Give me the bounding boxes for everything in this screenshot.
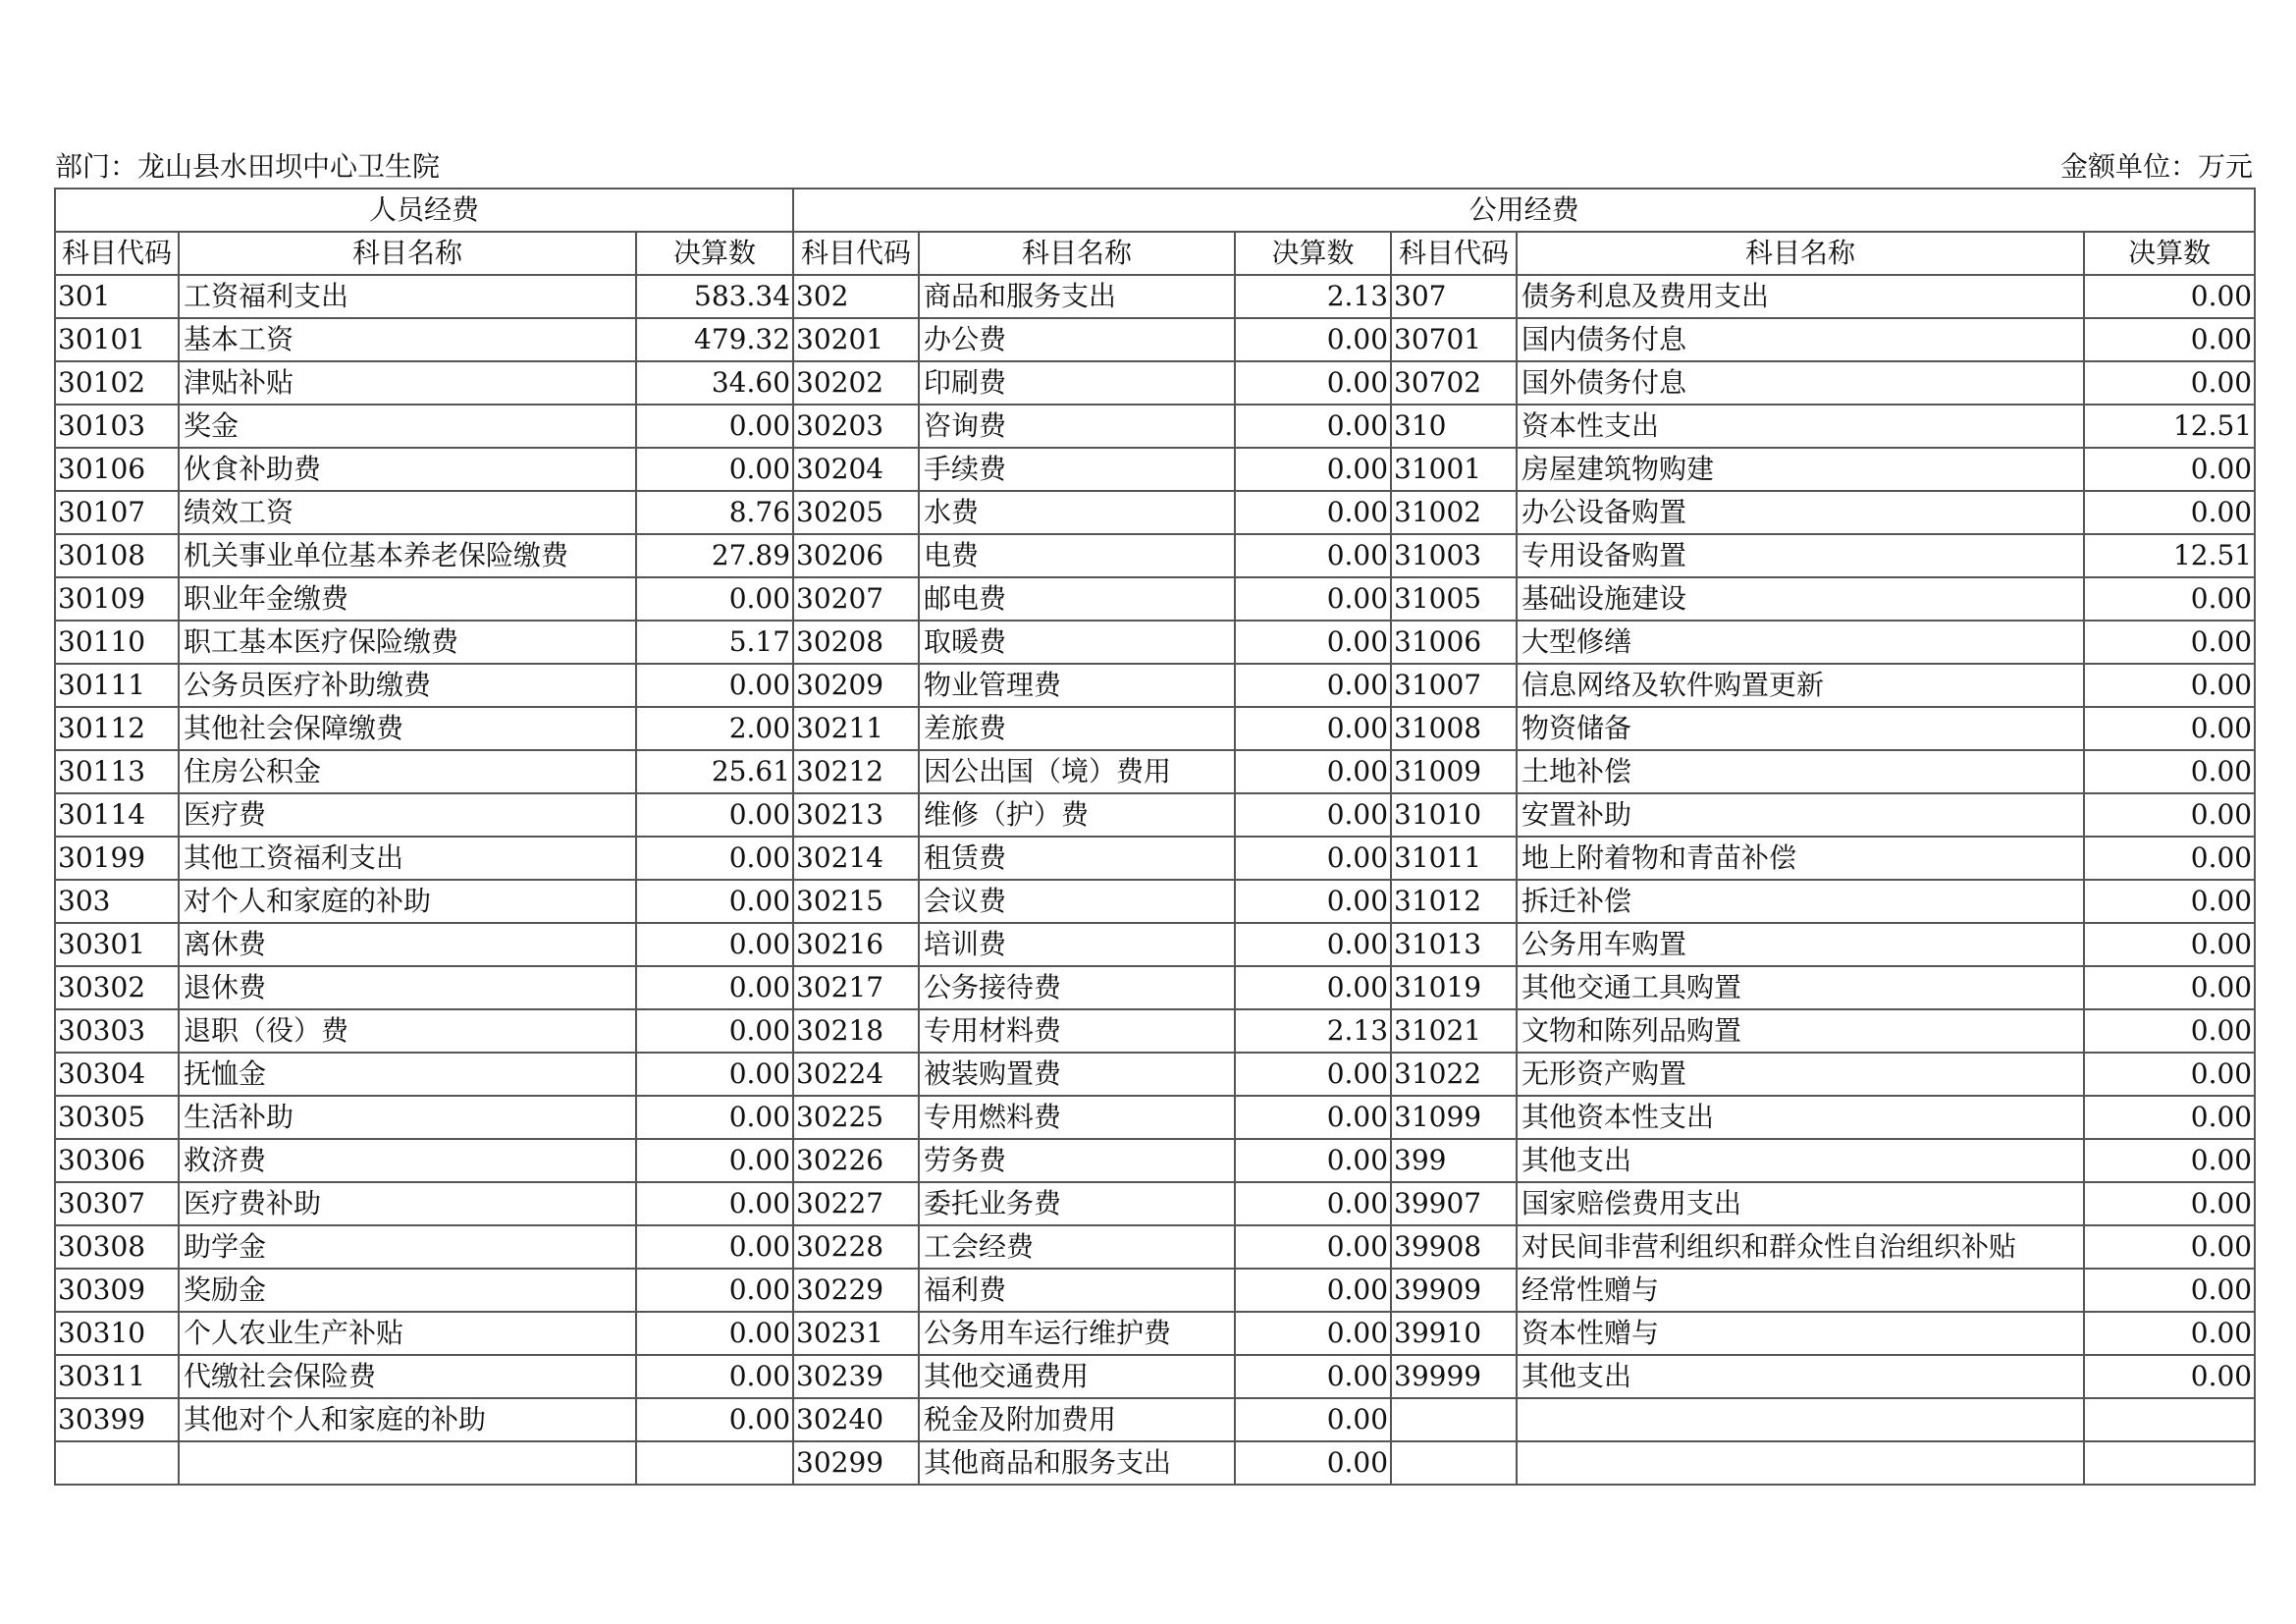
- subject-code-cell: 30218: [793, 1009, 919, 1053]
- table-row: [55, 318, 2255, 361]
- subject-name-cell: 电费: [919, 534, 1235, 577]
- amount-cell: 0.00: [636, 1398, 793, 1441]
- table-row: [55, 1009, 2255, 1053]
- amount-cell: 0.00: [636, 1053, 793, 1096]
- subject-code-cell: 31008: [1391, 707, 1517, 750]
- subject-code-cell: 399: [1391, 1139, 1517, 1182]
- subject-name-cell: 文物和陈列品购置: [1517, 1009, 2084, 1053]
- subject-code-cell: 30213: [793, 793, 919, 837]
- subject-name-cell: 其他工资福利支出: [179, 837, 636, 880]
- column-header-row: [55, 232, 2255, 275]
- subject-code-cell: 30113: [55, 750, 179, 793]
- subject-name-cell: 退职（役）费: [179, 1009, 636, 1053]
- subject-name-cell: 公务员医疗补助缴费: [179, 664, 636, 707]
- subject-name-cell: 津贴补贴: [179, 361, 636, 405]
- amount-cell: 0.00: [1235, 1053, 1391, 1096]
- col-header-amount: 决算数: [2084, 232, 2255, 275]
- subject-name-cell: 地上附着物和青苗补偿: [1517, 837, 2084, 880]
- table-row: [55, 621, 2255, 664]
- amount-cell: 0.00: [2084, 577, 2255, 621]
- subject-code-cell: 31021: [1391, 1009, 1517, 1053]
- subject-name-cell: 其他社会保障缴费: [179, 707, 636, 750]
- subject-name-cell: 商品和服务支出: [919, 275, 1235, 318]
- subject-name-cell: 国家赔偿费用支出: [1517, 1182, 2084, 1225]
- amount-cell: 0.00: [2084, 966, 2255, 1009]
- subject-code-cell: 30114: [55, 793, 179, 837]
- subject-code-cell: 30229: [793, 1269, 919, 1312]
- amount-cell: 0.00: [2084, 491, 2255, 534]
- subject-name-cell: 医疗费补助: [179, 1182, 636, 1225]
- amount-cell: 0.00: [2084, 664, 2255, 707]
- subject-name-cell: 债务利息及费用支出: [1517, 275, 2084, 318]
- subject-code-cell: 31002: [1391, 491, 1517, 534]
- subject-code-cell: 30225: [793, 1096, 919, 1139]
- table-row: [55, 750, 2255, 793]
- amount-cell: 0.00: [1235, 1398, 1391, 1441]
- amount-cell: 0.00: [2084, 448, 2255, 491]
- subject-code-cell: 30701: [1391, 318, 1517, 361]
- table-row: [55, 880, 2255, 923]
- subject-name-cell: 专用设备购置: [1517, 534, 2084, 577]
- subject-name-cell: 安置补助: [1517, 793, 2084, 837]
- subject-name-cell: 国内债务付息: [1517, 318, 2084, 361]
- subject-code-cell: 30208: [793, 621, 919, 664]
- subject-name-cell: 公务用车购置: [1517, 923, 2084, 966]
- amount-cell: 27.89: [636, 534, 793, 577]
- subject-code-cell: 30215: [793, 880, 919, 923]
- amount-cell: 0.00: [636, 1096, 793, 1139]
- subject-name-cell: 公务接待费: [919, 966, 1235, 1009]
- subject-name-cell: 取暖费: [919, 621, 1235, 664]
- subject-code-cell: 303: [55, 880, 179, 923]
- amount-cell: 0.00: [636, 1139, 793, 1182]
- subject-name-cell: 生活补助: [179, 1096, 636, 1139]
- subject-name-cell: 国外债务付息: [1517, 361, 2084, 405]
- table-row: [55, 1398, 2255, 1441]
- subject-code-cell: 30110: [55, 621, 179, 664]
- col-header-name: 科目名称: [1517, 232, 2084, 275]
- subject-name-cell: 其他资本性支出: [1517, 1096, 2084, 1139]
- subject-code-cell: 31007: [1391, 664, 1517, 707]
- amount-cell: 0.00: [2084, 707, 2255, 750]
- subject-name-cell: 因公出国（境）费用: [919, 750, 1235, 793]
- amount-cell: 479.32: [636, 318, 793, 361]
- subject-name-cell: 租赁费: [919, 837, 1235, 880]
- subject-code-cell: 30240: [793, 1398, 919, 1441]
- subject-code-cell: 30102: [55, 361, 179, 405]
- subject-code-cell: 39999: [1391, 1355, 1517, 1398]
- table-row: [55, 361, 2255, 405]
- subject-code-cell: 30304: [55, 1053, 179, 1096]
- amount-cell: 0.00: [636, 1182, 793, 1225]
- subject-code-cell: 30101: [55, 318, 179, 361]
- subject-code-cell: 30239: [793, 1355, 919, 1398]
- subject-code-cell: 30214: [793, 837, 919, 880]
- subject-name-cell: 基本工资: [179, 318, 636, 361]
- table-row: [55, 405, 2255, 448]
- amount-cell: 0.00: [1235, 1312, 1391, 1355]
- subject-name-cell: 其他对个人和家庭的补助: [179, 1398, 636, 1441]
- subject-name-cell: 住房公积金: [179, 750, 636, 793]
- subject-name-cell: 对民间非营利组织和群众性自治组织补贴: [1517, 1225, 2084, 1269]
- subject-name-cell: 救济费: [179, 1139, 636, 1182]
- table-row: [55, 275, 2255, 318]
- subject-code-cell: 30205: [793, 491, 919, 534]
- subject-name-cell: 专用燃料费: [919, 1096, 1235, 1139]
- subject-code-cell: 30109: [55, 577, 179, 621]
- subject-code-cell: 30702: [1391, 361, 1517, 405]
- subject-code-cell: 30111: [55, 664, 179, 707]
- subject-code-cell: 30212: [793, 750, 919, 793]
- amount-cell: 0.00: [1235, 318, 1391, 361]
- personnel-section-header: 人员经费: [55, 189, 793, 232]
- subject-name-cell: 委托业务费: [919, 1182, 1235, 1225]
- amount-cell: 0.00: [1235, 707, 1391, 750]
- subject-name-cell: 维修（护）费: [919, 793, 1235, 837]
- amount-cell: 2.13: [1235, 275, 1391, 318]
- col-header-amount: 决算数: [636, 232, 793, 275]
- subject-name-cell: 奖励金: [179, 1269, 636, 1312]
- subject-name-cell: 退休费: [179, 966, 636, 1009]
- subject-code-cell: [55, 1441, 179, 1485]
- amount-cell: 0.00: [2084, 361, 2255, 405]
- subject-code-cell: 30112: [55, 707, 179, 750]
- subject-name-cell: 办公费: [919, 318, 1235, 361]
- subject-code-cell: 30306: [55, 1139, 179, 1182]
- table-row: [55, 837, 2255, 880]
- table-row: [55, 534, 2255, 577]
- amount-cell: 0.00: [1235, 491, 1391, 534]
- subject-code-cell: 39910: [1391, 1312, 1517, 1355]
- section-header-row: [55, 189, 2255, 232]
- subject-name-cell: 会议费: [919, 880, 1235, 923]
- table-row: [55, 793, 2255, 837]
- amount-cell: [2084, 1398, 2255, 1441]
- table-row: [55, 1139, 2255, 1182]
- amount-cell: 0.00: [2084, 1182, 2255, 1225]
- subject-code-cell: 31022: [1391, 1053, 1517, 1096]
- amount-cell: 0.00: [636, 1355, 793, 1398]
- amount-cell: 0.00: [1235, 923, 1391, 966]
- subject-name-cell: [1517, 1398, 2084, 1441]
- col-header-code: 科目代码: [55, 232, 179, 275]
- amount-cell: 0.00: [636, 793, 793, 837]
- amount-cell: 0.00: [2084, 1096, 2255, 1139]
- amount-cell: 0.00: [2084, 275, 2255, 318]
- amount-cell: 2.13: [1235, 1009, 1391, 1053]
- amount-cell: 0.00: [1235, 1139, 1391, 1182]
- subject-name-cell: 基础设施建设: [1517, 577, 2084, 621]
- subject-name-cell: 资本性支出: [1517, 405, 2084, 448]
- subject-code-cell: 30216: [793, 923, 919, 966]
- subject-code-cell: 30106: [55, 448, 179, 491]
- subject-name-cell: 差旅费: [919, 707, 1235, 750]
- expenditure-table: [54, 188, 2256, 1486]
- public-section-header: 公用经费: [793, 189, 2255, 232]
- subject-name-cell: 奖金: [179, 405, 636, 448]
- amount-cell: 0.00: [1235, 793, 1391, 837]
- subject-code-cell: 31012: [1391, 880, 1517, 923]
- amount-cell: 0.00: [636, 966, 793, 1009]
- table-row: [55, 1225, 2255, 1269]
- subject-name-cell: 其他商品和服务支出: [919, 1441, 1235, 1485]
- department-label: 部门：龙山县水田坝中心卫生院: [55, 150, 441, 183]
- amount-cell: 0.00: [1235, 448, 1391, 491]
- subject-code-cell: 30308: [55, 1225, 179, 1269]
- subject-name-cell: 物资储备: [1517, 707, 2084, 750]
- subject-name-cell: 印刷费: [919, 361, 1235, 405]
- subject-code-cell: 30209: [793, 664, 919, 707]
- amount-cell: 0.00: [2084, 837, 2255, 880]
- table-row: [55, 1312, 2255, 1355]
- amount-cell: 0.00: [1235, 577, 1391, 621]
- amount-cell: 0.00: [1235, 1441, 1391, 1485]
- subject-code-cell: 30299: [793, 1441, 919, 1485]
- amount-cell: 0.00: [2084, 880, 2255, 923]
- amount-cell: 0.00: [636, 1009, 793, 1053]
- subject-code-cell: [1391, 1441, 1517, 1485]
- subject-code-cell: 30226: [793, 1139, 919, 1182]
- subject-name-cell: 房屋建筑物购建: [1517, 448, 2084, 491]
- subject-code-cell: 30302: [55, 966, 179, 1009]
- subject-name-cell: 代缴社会保险费: [179, 1355, 636, 1398]
- subject-name-cell: 物业管理费: [919, 664, 1235, 707]
- amount-cell: 0.00: [1235, 837, 1391, 880]
- subject-name-cell: 无形资产购置: [1517, 1053, 2084, 1096]
- amount-cell: 0.00: [2084, 1269, 2255, 1312]
- subject-code-cell: 30307: [55, 1182, 179, 1225]
- subject-name-cell: 资本性赠与: [1517, 1312, 2084, 1355]
- amount-cell: 0.00: [1235, 750, 1391, 793]
- subject-name-cell: 其他交通费用: [919, 1355, 1235, 1398]
- subject-code-cell: 39909: [1391, 1269, 1517, 1312]
- subject-code-cell: 307: [1391, 275, 1517, 318]
- amount-cell: 0.00: [636, 923, 793, 966]
- subject-name-cell: 被装购置费: [919, 1053, 1235, 1096]
- subject-code-cell: 30399: [55, 1398, 179, 1441]
- subject-name-cell: 个人农业生产补贴: [179, 1312, 636, 1355]
- amount-cell: 0.00: [2084, 318, 2255, 361]
- subject-name-cell: 职业年金缴费: [179, 577, 636, 621]
- amount-cell: 0.00: [1235, 1355, 1391, 1398]
- table-row: [55, 1441, 2255, 1485]
- subject-code-cell: 30231: [793, 1312, 919, 1355]
- table-row: [55, 664, 2255, 707]
- subject-name-cell: 培训费: [919, 923, 1235, 966]
- col-header-name: 科目名称: [179, 232, 636, 275]
- subject-name-cell: 离休费: [179, 923, 636, 966]
- amount-cell: 0.00: [1235, 1269, 1391, 1312]
- subject-name-cell: 伙食补助费: [179, 448, 636, 491]
- amount-cell: 0.00: [636, 664, 793, 707]
- amount-cell: [2084, 1441, 2255, 1485]
- amount-unit-label: 金额单位：万元: [2059, 150, 2253, 183]
- amount-cell: 0.00: [2084, 1225, 2255, 1269]
- amount-cell: 0.00: [2084, 1355, 2255, 1398]
- amount-cell: 8.76: [636, 491, 793, 534]
- amount-cell: 12.51: [2084, 534, 2255, 577]
- amount-cell: 0.00: [2084, 923, 2255, 966]
- subject-code-cell: 31003: [1391, 534, 1517, 577]
- subject-name-cell: 公务用车运行维护费: [919, 1312, 1235, 1355]
- amount-cell: [636, 1441, 793, 1485]
- amount-cell: 0.00: [636, 577, 793, 621]
- table-row: [55, 577, 2255, 621]
- subject-name-cell: 专用材料费: [919, 1009, 1235, 1053]
- subject-code-cell: 30203: [793, 405, 919, 448]
- subject-name-cell: 助学金: [179, 1225, 636, 1269]
- amount-cell: 0.00: [1235, 534, 1391, 577]
- table-row: [55, 448, 2255, 491]
- subject-name-cell: 绩效工资: [179, 491, 636, 534]
- subject-code-cell: 30310: [55, 1312, 179, 1355]
- amount-cell: 0.00: [2084, 1009, 2255, 1053]
- subject-name-cell: 福利费: [919, 1269, 1235, 1312]
- subject-code-cell: 310: [1391, 405, 1517, 448]
- subject-name-cell: 邮电费: [919, 577, 1235, 621]
- subject-code-cell: 30211: [793, 707, 919, 750]
- amount-cell: 34.60: [636, 361, 793, 405]
- amount-cell: 0.00: [2084, 621, 2255, 664]
- subject-code-cell: 31001: [1391, 448, 1517, 491]
- subject-name-cell: [179, 1441, 636, 1485]
- subject-name-cell: 咨询费: [919, 405, 1235, 448]
- amount-cell: 0.00: [636, 837, 793, 880]
- subject-code-cell: 31019: [1391, 966, 1517, 1009]
- amount-cell: 0.00: [636, 1269, 793, 1312]
- subject-code-cell: 30303: [55, 1009, 179, 1053]
- amount-cell: 5.17: [636, 621, 793, 664]
- amount-cell: 0.00: [2084, 1053, 2255, 1096]
- table-row: [55, 1053, 2255, 1096]
- table-row: [55, 1355, 2255, 1398]
- col-header-code: 科目代码: [1391, 232, 1517, 275]
- subject-name-cell: 税金及附加费用: [919, 1398, 1235, 1441]
- subject-code-cell: 30206: [793, 534, 919, 577]
- subject-code-cell: 302: [793, 275, 919, 318]
- col-header-code: 科目代码: [793, 232, 919, 275]
- subject-name-cell: 其他支出: [1517, 1355, 2084, 1398]
- subject-name-cell: 土地补偿: [1517, 750, 2084, 793]
- subject-code-cell: 30309: [55, 1269, 179, 1312]
- amount-cell: 25.61: [636, 750, 793, 793]
- subject-name-cell: 医疗费: [179, 793, 636, 837]
- table-row: [55, 1182, 2255, 1225]
- amount-cell: 0.00: [1235, 1225, 1391, 1269]
- col-header-amount: 决算数: [1235, 232, 1391, 275]
- amount-cell: 0.00: [1235, 361, 1391, 405]
- subject-code-cell: 30227: [793, 1182, 919, 1225]
- subject-code-cell: 39908: [1391, 1225, 1517, 1269]
- subject-code-cell: 30199: [55, 837, 179, 880]
- subject-code-cell: [1391, 1398, 1517, 1441]
- col-header-name: 科目名称: [919, 232, 1235, 275]
- subject-name-cell: 信息网络及软件购置更新: [1517, 664, 2084, 707]
- amount-cell: 0.00: [2084, 1139, 2255, 1182]
- amount-cell: 583.34: [636, 275, 793, 318]
- subject-name-cell: 工会经费: [919, 1225, 1235, 1269]
- amount-cell: 0.00: [1235, 880, 1391, 923]
- subject-code-cell: 31005: [1391, 577, 1517, 621]
- amount-cell: 0.00: [2084, 793, 2255, 837]
- subject-name-cell: [1517, 1441, 2084, 1485]
- subject-code-cell: 30224: [793, 1053, 919, 1096]
- amount-cell: 0.00: [636, 448, 793, 491]
- subject-code-cell: 30201: [793, 318, 919, 361]
- amount-cell: 0.00: [1235, 1096, 1391, 1139]
- subject-name-cell: 大型修缮: [1517, 621, 2084, 664]
- subject-code-cell: 30228: [793, 1225, 919, 1269]
- amount-cell: 0.00: [1235, 405, 1391, 448]
- subject-code-cell: 31099: [1391, 1096, 1517, 1139]
- table-row: [55, 707, 2255, 750]
- subject-name-cell: 工资福利支出: [179, 275, 636, 318]
- amount-cell: 0.00: [636, 405, 793, 448]
- subject-name-cell: 劳务费: [919, 1139, 1235, 1182]
- subject-code-cell: 31009: [1391, 750, 1517, 793]
- table-row: [55, 966, 2255, 1009]
- subject-code-cell: 31010: [1391, 793, 1517, 837]
- subject-code-cell: 30311: [55, 1355, 179, 1398]
- subject-code-cell: 301: [55, 275, 179, 318]
- subject-code-cell: 30107: [55, 491, 179, 534]
- subject-code-cell: 30207: [793, 577, 919, 621]
- amount-cell: 0.00: [1235, 1182, 1391, 1225]
- amount-cell: 0.00: [1235, 664, 1391, 707]
- subject-code-cell: 30108: [55, 534, 179, 577]
- subject-code-cell: 31006: [1391, 621, 1517, 664]
- subject-name-cell: 办公设备购置: [1517, 491, 2084, 534]
- subject-code-cell: 30202: [793, 361, 919, 405]
- subject-name-cell: 对个人和家庭的补助: [179, 880, 636, 923]
- subject-code-cell: 30217: [793, 966, 919, 1009]
- amount-cell: 12.51: [2084, 405, 2255, 448]
- subject-name-cell: 其他交通工具购置: [1517, 966, 2084, 1009]
- subject-name-cell: 其他支出: [1517, 1139, 2084, 1182]
- amount-cell: 0.00: [636, 1225, 793, 1269]
- amount-cell: 0.00: [1235, 621, 1391, 664]
- subject-code-cell: 30204: [793, 448, 919, 491]
- subject-code-cell: 30301: [55, 923, 179, 966]
- subject-name-cell: 抚恤金: [179, 1053, 636, 1096]
- subject-name-cell: 水费: [919, 491, 1235, 534]
- subject-name-cell: 机关事业单位基本养老保险缴费: [179, 534, 636, 577]
- table-row: [55, 491, 2255, 534]
- table-row: [55, 1096, 2255, 1139]
- amount-cell: 0.00: [2084, 750, 2255, 793]
- amount-cell: 0.00: [636, 1312, 793, 1355]
- table-row: [55, 923, 2255, 966]
- subject-code-cell: 31013: [1391, 923, 1517, 966]
- subject-name-cell: 经常性赠与: [1517, 1269, 2084, 1312]
- amount-cell: 2.00: [636, 707, 793, 750]
- subject-name-cell: 职工基本医疗保险缴费: [179, 621, 636, 664]
- subject-code-cell: 31011: [1391, 837, 1517, 880]
- subject-code-cell: 30103: [55, 405, 179, 448]
- subject-code-cell: 30305: [55, 1096, 179, 1139]
- subject-code-cell: 39907: [1391, 1182, 1517, 1225]
- table-row: [55, 1269, 2255, 1312]
- amount-cell: 0.00: [2084, 1312, 2255, 1355]
- subject-name-cell: 手续费: [919, 448, 1235, 491]
- amount-cell: 0.00: [1235, 966, 1391, 1009]
- amount-cell: 0.00: [636, 880, 793, 923]
- subject-name-cell: 拆迁补偿: [1517, 880, 2084, 923]
